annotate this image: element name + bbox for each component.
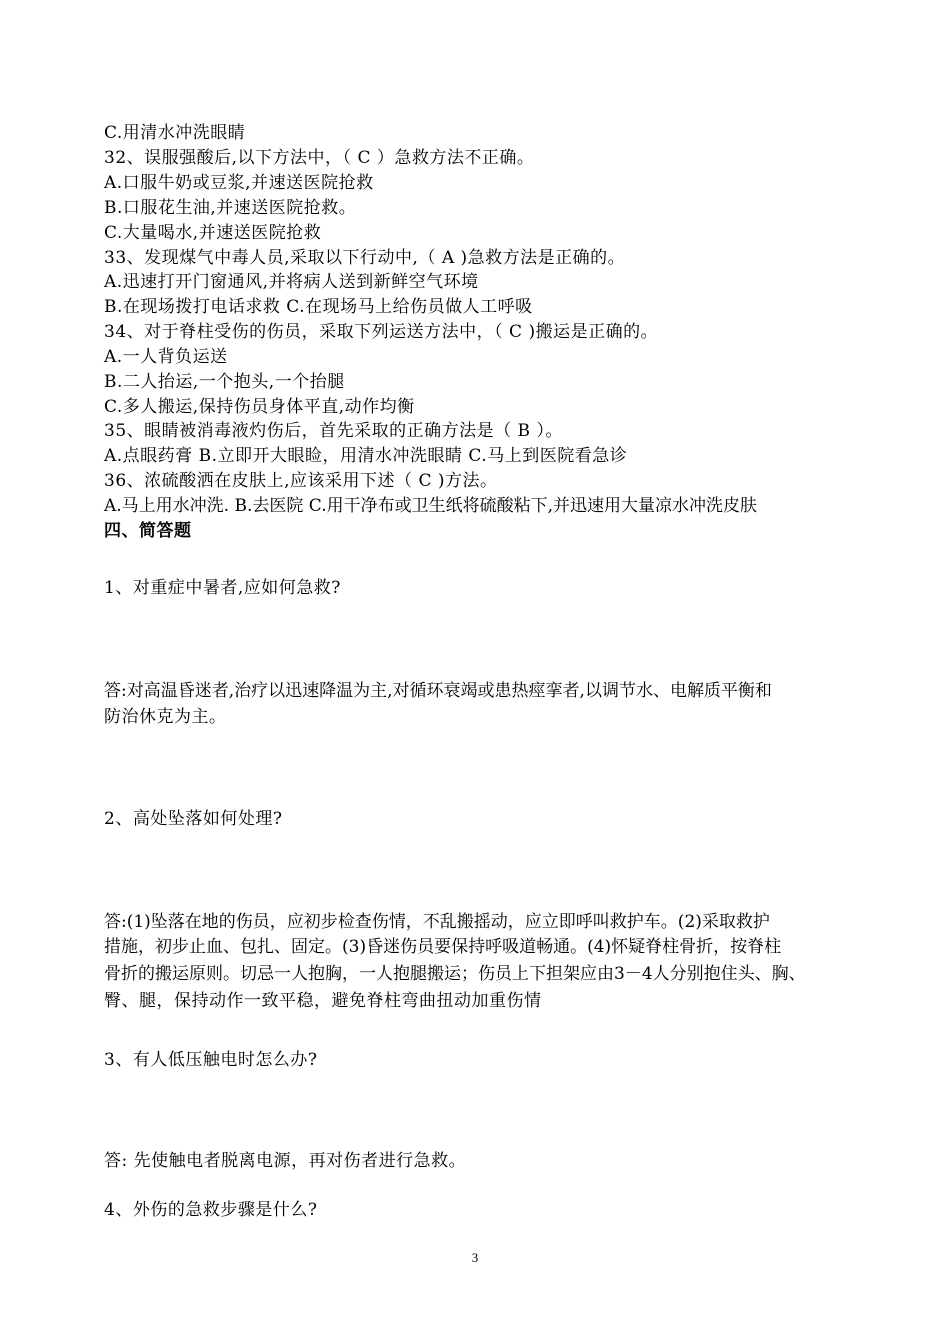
answer-line: 答: 先使触电者脱离电源，再对伤者进行急救。 <box>104 1151 467 1171</box>
option-line: A.一人背负运送 <box>104 347 228 367</box>
option-line: C.大量喝水,并速送医院抢救 <box>104 223 322 243</box>
page-number: 3 <box>471 1250 479 1265</box>
question-3: 3、有人低压触电时怎么办? <box>104 1050 318 1070</box>
question-36: 36、浓硫酸洒在皮肤上,应该采用下述（ C )方法。 <box>104 471 498 491</box>
question-35: 35、眼睛被消毒液灼伤后，首先采取的正确方法是（ B ）。 <box>104 421 563 441</box>
answer-line: 答:对高温昏迷者,治疗以迅速降温为主,对循环衰竭或患热痙挛者,以调节水、电解质平衡和 <box>104 681 772 701</box>
answer-line: 骨折的搬运原则。切忌一人抱胸，一人抱腿搬运；伤员上下担架应由3－4人分别抱住头、胸、 <box>104 964 806 984</box>
option-line: B.口服花生油,并速送医院抢救。 <box>104 198 357 218</box>
option-line: B.在现场拨打电话求救 C.在现场马上给伤员做人工呼吸 <box>104 297 533 317</box>
option-line: A.迅速打开门窗通风,并将病人送到新鲜空气环境 <box>104 272 479 292</box>
answer-line: 防治休克为主。 <box>104 707 227 727</box>
section-heading: 四、简答题 <box>104 521 192 541</box>
question-34: 34、对于脊柱受伤的伤员，采取下列运送方法中，（ C )搬运是正确的。 <box>104 322 659 342</box>
question-32: 32、误服强酸后,以下方法中，（ C ）急救方法不正确。 <box>104 148 535 168</box>
question-2: 2、高处坠落如何处理? <box>104 809 283 829</box>
question-4: 4、外伤的急救步骤是什么? <box>104 1200 318 1220</box>
question-33: 33、发现煤气中毒人员,采取以下行动中,（ A )急救方法是正确的。 <box>104 248 626 268</box>
text-line: C.用清水冲洗眼睛 <box>104 123 246 143</box>
question-1: 1、对重症中暑者,应如何急救? <box>104 578 341 598</box>
option-line: B.二人抬运,一个抱头,一个抬腿 <box>104 372 345 392</box>
option-line: C.多人搬运,保持伤员身体平直,动作均衡 <box>104 397 415 417</box>
option-line: A.点眼药膏 B.立即开大眼睑，用清水冲洗眼睛 C.马上到医院看急诊 <box>104 446 628 466</box>
answer-line: 措施，初步止血、包扎、固定。(3)昏迷伤员要保持呼吸道畅通。(4)怀疑脊柱骨折，按脊柱 <box>104 937 782 957</box>
answer-line: 臀、腿，保持动作一致平稳，避免脊柱弯曲扭动加重伤情 <box>104 991 542 1011</box>
answer-line: 答:(1)坠落在地的伤员，应初步检查伤情，不乱搬摇动，应立即呼叫救护车。(2)采取救护 <box>104 912 770 932</box>
option-line: A.口服牛奶或豆浆,并速送医院抢救 <box>104 173 374 193</box>
option-line: A.马上用水冲洗. B.去医院 C.用干净布或卫生纸将硫酸粘下,并迅速用大量凉水冲洗皮肤 <box>104 496 757 516</box>
